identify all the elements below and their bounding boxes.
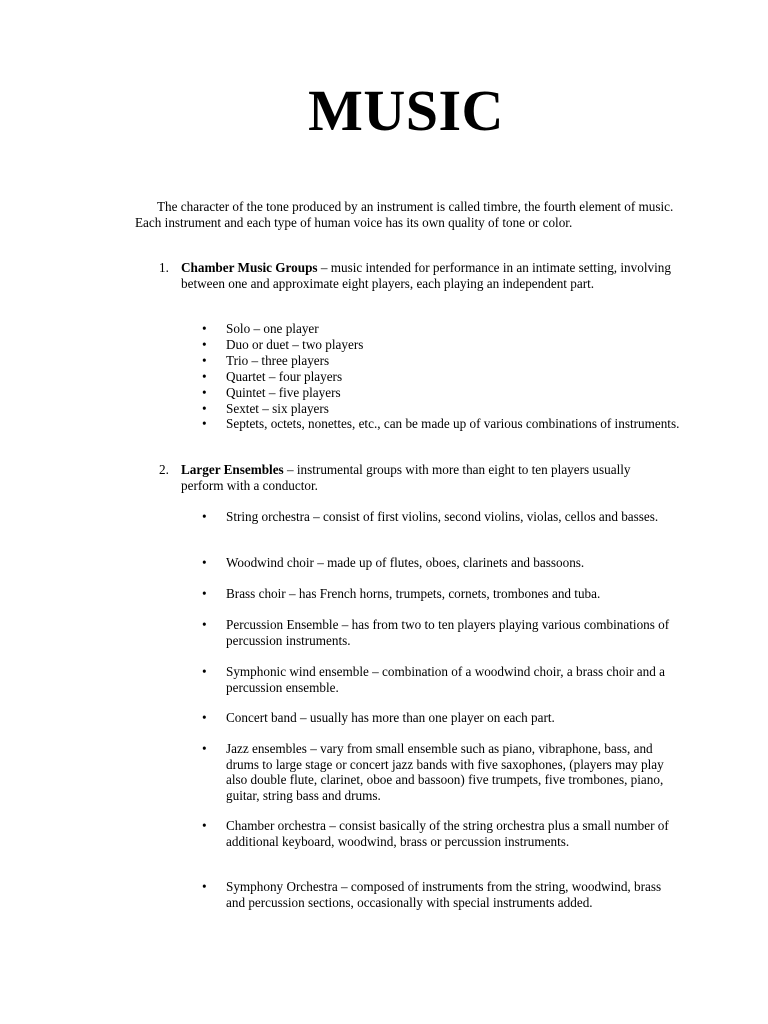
list-item-text: Woodwind choir – made up of flutes, oboes, clarinets and bassoons. — [226, 555, 585, 570]
list-item — [135, 509, 680, 525]
list-item — [135, 385, 680, 401]
list-item — [135, 353, 680, 369]
list-item-text: Quintet – five players — [226, 384, 341, 400]
section-text — [181, 260, 675, 291]
list-item-text: Brass choir – has French horns, trumpets, cornets, trombones and tuba. — [226, 586, 601, 601]
section-heading: Chamber Music Groups — [181, 260, 318, 275]
list-item — [135, 401, 680, 417]
bullet-icon: • — [202, 509, 207, 524]
list-item-text: Quartet – four players — [226, 368, 343, 384]
section-heading: Larger Ensembles — [181, 462, 284, 477]
list-item-text: Symphonic wind ensemble – combination of a woodwind choir, a brass choir and a percussion ensemble. — [226, 664, 665, 695]
list-item — [135, 321, 680, 337]
bullet-icon: • — [202, 384, 207, 400]
bullet-icon: • — [202, 368, 207, 384]
list-item — [135, 879, 680, 910]
section-text — [181, 462, 675, 493]
bullet-icon: • — [202, 321, 207, 336]
list-item — [135, 710, 680, 726]
list-item-text: Concert band – usually has more than one player on each part. — [226, 710, 555, 725]
list-item — [135, 664, 680, 695]
list-item-text: String orchestra – consist of first violins, second violins, violas, cellos and basses. — [226, 509, 659, 524]
list-item-text: Duo or duet – two players — [226, 336, 364, 352]
chamber-groups-list — [135, 321, 680, 432]
list-item-text: Sextet – six players — [226, 400, 329, 416]
bullet-icon: • — [202, 617, 207, 632]
list-item-text: Solo – one player — [226, 321, 319, 336]
page-title: MUSIC — [308, 78, 504, 143]
section-description: – instrumental groups with more than eight to ten players usually perform with a conductor. — [181, 462, 631, 493]
list-item — [135, 369, 680, 385]
list-item — [135, 741, 680, 803]
list-item-text: Septets, octets, nonettes, etc., can be made up of various combinations of instruments. — [226, 416, 680, 432]
bullet-icon: • — [202, 741, 207, 756]
list-item-text: Chamber orchestra – consist basically of the string orchestra plus a small number of additional keyboard, woodwind, brass or percussion instruments. — [226, 818, 669, 849]
list-item — [135, 416, 680, 432]
list-item — [135, 586, 680, 602]
bullet-icon: • — [202, 879, 207, 894]
list-item-text: Percussion Ensemble – has from two to ten players playing various combinations of percussion instruments. — [226, 617, 670, 648]
bullet-icon: • — [202, 586, 207, 601]
bullet-icon: • — [202, 710, 207, 725]
list-item — [135, 337, 680, 353]
bullet-icon: • — [202, 336, 207, 352]
intro-paragraph: The character of the tone produced by an instrument is called timbre, the fourth element of music. Each instrument and each type of human voice has its own quality of tone or color. — [135, 199, 674, 230]
section-number: 1. — [159, 260, 169, 275]
list-item-text: Jazz ensembles – vary from small ensemble such as piano, vibraphone, bass, and drums to large stage or concert jazz bands with five saxophones, (players may play also double flute, clarinet, oboe and bassoon) five trumpets, five trombones, piano, guitar, string bass and drums. — [226, 741, 664, 803]
section-description: – music intended for performance in an intimate setting, involving between one and approximate eight players, each playing an independent part. — [181, 260, 671, 291]
bullet-icon: • — [202, 416, 207, 432]
bullet-icon: • — [202, 352, 207, 368]
section-chamber-music-groups — [135, 260, 675, 291]
section-number: 2. — [159, 462, 169, 477]
bullet-icon: • — [202, 818, 207, 833]
list-item — [135, 818, 680, 849]
bullet-icon: • — [202, 664, 207, 679]
list-item-text: Symphony Orchestra – composed of instruments from the string, woodwind, brass and percussion sections, occasionally with special instruments added. — [226, 879, 662, 910]
list-item — [135, 555, 680, 571]
list-item-text: Trio – three players — [226, 352, 330, 368]
bullet-icon: • — [202, 400, 207, 416]
list-item — [135, 617, 680, 648]
section-larger-ensembles — [135, 462, 675, 493]
bullet-icon: • — [202, 555, 207, 570]
